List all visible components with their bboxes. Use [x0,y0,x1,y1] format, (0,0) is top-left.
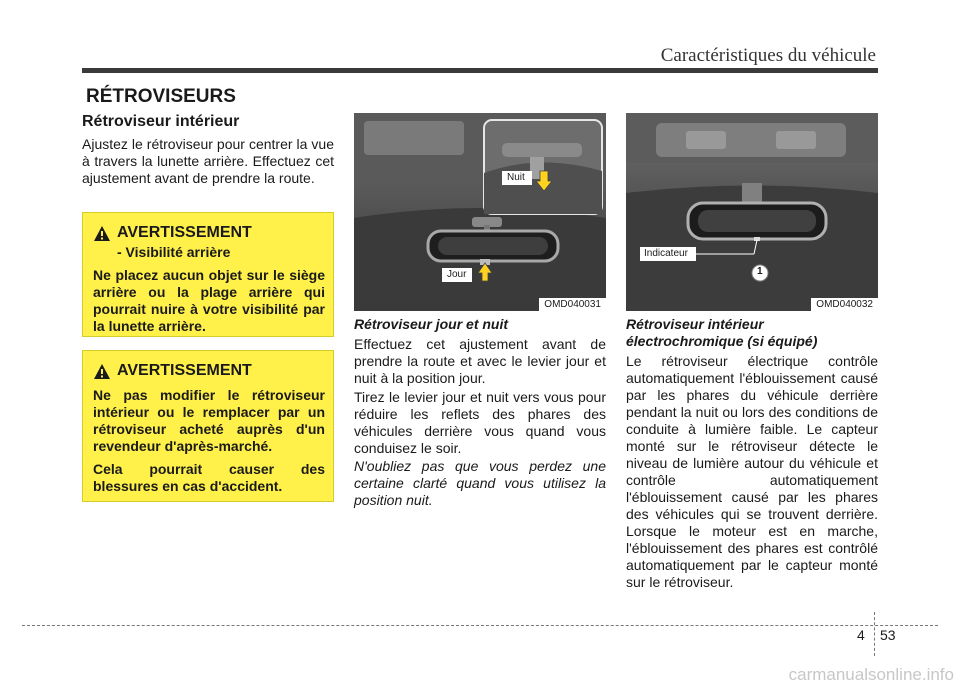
paragraph: Effectuez cet ajustement avant de prendre la route et avec le levier jour et nuit à la position jour. [354,336,606,386]
section-title: RÉTROVISEURS [86,86,236,107]
day-night-mirror-illustration [354,113,606,311]
warning-triangle-icon [93,225,111,242]
intro-paragraph: Ajustez le rétroviseur pour centrer la vue à travers la lunette arrière. Effectuez cet ajustement avant de prendre la route. [82,136,334,186]
paragraph: Tirez le levier jour et nuit vers vous pour réduire les reflets des phares des véhicules derrière vous quand vous conduisez le soir. [354,389,606,456]
sub-title: Rétroviseur intérieur [82,113,240,130]
paragraph: Le rétroviseur électrique contrôle automatiquement l'éblouissement causé par les phares du véhicule derrière pendant la nuit ou lors des conditions de conduite à lumière faible. Le capteur monté sur le rétroviseur détecte le niveau de lumière autour du véhicule et contrôle automatiquement l'éblouissement causé par les phares des véhicules qui se trouvent derrière. Lorsque le moteur est en marche, l'éblouissement des phares est contrôlé automatiquement par le capteur monté sur le rétroviseur. [626,353,878,590]
electrochromic-mirror-illustration [626,113,878,311]
warning-text: Cela pourrait causer des blessures en cas d'accident. [93,461,325,494]
note-paragraph: N'oubliez pas que vous perdez une certaine clarté quand vous utilisez la position nuit. [354,458,606,508]
warning-title: AVERTISSEMENT [117,362,252,379]
warning-text: Ne pas modifier le rétroviseur intérieur ou le remplacer par un rétroviseur acheté auprès d'un revendeur d'après-marché. [93,387,325,454]
footer-rule [22,625,938,626]
warning-triangle-icon [93,363,111,380]
figure-code: OMD040032 [811,298,878,311]
header-rule [82,68,878,73]
figure-code: OMD040031 [539,298,606,311]
page-number-divider [874,612,875,656]
warning-header [93,223,325,243]
warning-header [93,361,325,381]
warning-box-rear-visibility [82,212,334,337]
figure-day-night-mirror [354,113,606,311]
label-indicator: Indicateur [644,248,688,259]
warning-text: Ne placez aucun objet sur le siège arrière ou la plage arrière qui pourrait nuire à votre visibilité par la lunette arrière. [93,267,325,334]
warning-title: AVERTISSEMENT [117,224,252,241]
label-day: Jour [447,269,467,280]
callout-number: 1 [757,266,763,277]
warning-box-mirror-modification [82,350,334,502]
label-night: Nuit [507,172,525,183]
figure-electrochromic-mirror [626,113,878,311]
heading-day-night-mirror: Rétroviseur jour et nuit [354,316,509,332]
heading-electrochromic-mirror: Rétroviseur intérieur électrochromique (si équipé) [626,316,818,349]
warning-subtitle: - Visibilité arrière [117,244,231,260]
page-number: 53 [880,627,896,643]
watermark: carmanualsonline.info [788,665,954,684]
running-header: Caractéristiques du véhicule [660,45,876,66]
chapter-number: 4 [857,627,865,643]
